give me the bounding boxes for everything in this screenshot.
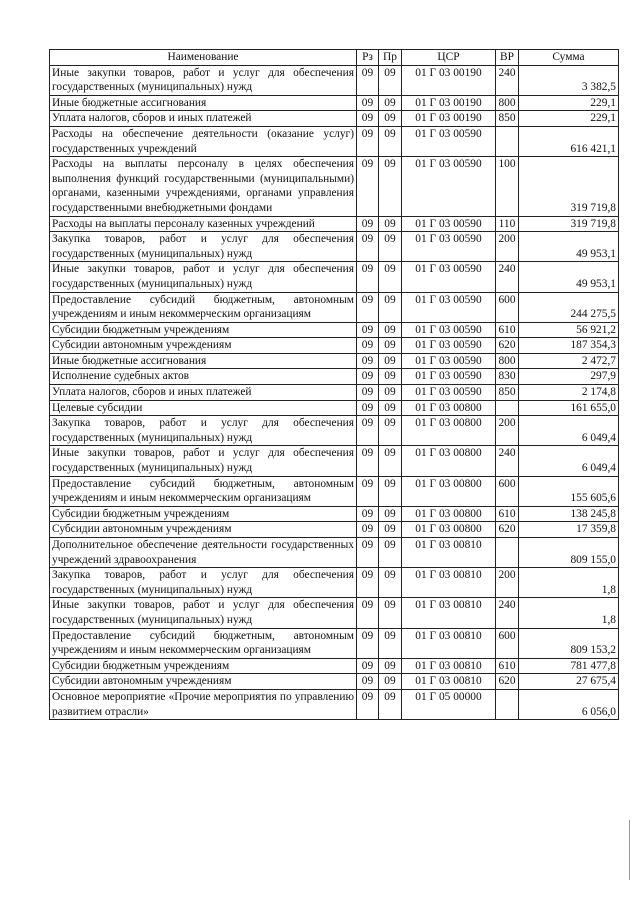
row-sum: 56 921,2 [519, 322, 619, 338]
header-name: Наименование [50, 50, 357, 66]
row-pr: 09 [379, 522, 402, 538]
table-row [50, 111, 619, 127]
header-rz: Рз [357, 50, 379, 66]
row-vr: 600 [496, 628, 519, 658]
row-csr: 01 Г 03 00810 [402, 674, 496, 690]
row-sum: 319 719,8 [519, 157, 619, 216]
row-rz: 09 [357, 628, 379, 658]
row-vr: 240 [496, 262, 519, 292]
row-vr: 110 [496, 216, 519, 232]
row-csr: 01 Г 03 00190 [402, 95, 496, 111]
row-vr: 200 [496, 568, 519, 598]
row-csr: 01 Г 03 00590 [402, 353, 496, 369]
row-sum: 6 049,4 [519, 416, 619, 446]
row-pr: 09 [379, 338, 402, 354]
row-rz: 09 [357, 658, 379, 674]
table-row [50, 322, 619, 338]
row-vr: 200 [496, 416, 519, 446]
row-vr: 620 [496, 674, 519, 690]
table-row [50, 369, 619, 385]
row-rz: 09 [357, 416, 379, 446]
row-rz: 09 [357, 232, 379, 262]
row-vr: 850 [496, 385, 519, 401]
row-rz: 09 [357, 522, 379, 538]
row-pr: 09 [379, 538, 402, 568]
row-name: Предоставление субсидий бюджетным, автономным учреждениям и иным некоммерческим организациям [50, 628, 357, 658]
row-csr: 01 Г 03 00590 [402, 262, 496, 292]
margin-mark [629, 820, 630, 880]
row-sum: 3 382,5 [519, 65, 619, 95]
row-csr: 01 Г 03 00590 [402, 338, 496, 354]
table-header-row [50, 50, 619, 66]
row-name: Иные закупки товаров, работ и услуг для обеспечения государственных (муниципальных) нужд [50, 65, 357, 95]
row-csr: 01 Г 03 00590 [402, 232, 496, 262]
row-name: Расходы на обеспечение деятельности (оказание услуг) государственных учреждений [50, 126, 357, 156]
row-vr: 100 [496, 157, 519, 216]
row-pr: 09 [379, 95, 402, 111]
row-rz: 09 [357, 506, 379, 522]
row-vr [496, 538, 519, 568]
row-csr: 01 Г 03 00190 [402, 111, 496, 127]
row-pr: 09 [379, 369, 402, 385]
row-rz: 09 [357, 353, 379, 369]
row-name: Субсидии автономным учреждениям [50, 338, 357, 354]
row-rz: 09 [357, 292, 379, 322]
table-row [50, 689, 619, 719]
row-rz: 09 [357, 65, 379, 95]
table-row [50, 568, 619, 598]
table-row [50, 674, 619, 690]
row-rz: 09 [357, 400, 379, 416]
row-vr [496, 126, 519, 156]
table-row [50, 416, 619, 446]
table-row [50, 292, 619, 322]
row-csr: 01 Г 03 00190 [402, 65, 496, 95]
row-pr: 09 [379, 628, 402, 658]
row-sum: 616 421,1 [519, 126, 619, 156]
row-name: Иные бюджетные ассигнования [50, 95, 357, 111]
row-vr: 240 [496, 65, 519, 95]
row-vr: 850 [496, 111, 519, 127]
row-sum: 1,8 [519, 568, 619, 598]
row-vr [496, 689, 519, 719]
row-vr: 830 [496, 369, 519, 385]
row-rz: 09 [357, 538, 379, 568]
row-sum: 155 605,6 [519, 476, 619, 506]
row-rz: 09 [357, 689, 379, 719]
row-vr [496, 400, 519, 416]
row-sum: 319 719,8 [519, 216, 619, 232]
row-name: Расходы на выплаты персоналу казенных учреждений [50, 216, 357, 232]
row-csr: 01 Г 03 00810 [402, 658, 496, 674]
table-row [50, 522, 619, 538]
row-name: Предоставление субсидий бюджетным, автономным учреждениям и иным некоммерческим организациям [50, 476, 357, 506]
row-csr: 01 Г 03 00590 [402, 385, 496, 401]
row-name: Субсидии бюджетным учреждениям [50, 322, 357, 338]
row-pr: 09 [379, 385, 402, 401]
row-csr: 01 Г 03 00810 [402, 568, 496, 598]
table-row [50, 95, 619, 111]
row-pr: 09 [379, 476, 402, 506]
row-rz: 09 [357, 216, 379, 232]
row-sum: 49 953,1 [519, 262, 619, 292]
row-rz: 09 [357, 385, 379, 401]
row-csr: 01 Г 03 00590 [402, 322, 496, 338]
row-csr: 01 Г 03 00800 [402, 446, 496, 476]
row-pr: 09 [379, 416, 402, 446]
row-rz: 09 [357, 157, 379, 216]
row-sum: 1,8 [519, 598, 619, 628]
row-rz: 09 [357, 322, 379, 338]
row-rz: 09 [357, 369, 379, 385]
row-rz: 09 [357, 262, 379, 292]
table-row [50, 538, 619, 568]
row-rz: 09 [357, 111, 379, 127]
row-name: Субсидии автономным учреждениям [50, 522, 357, 538]
table-row [50, 506, 619, 522]
row-sum: 809 155,0 [519, 538, 619, 568]
row-csr: 01 Г 03 00590 [402, 216, 496, 232]
row-pr: 09 [379, 689, 402, 719]
row-pr: 09 [379, 262, 402, 292]
table-row [50, 658, 619, 674]
row-vr: 620 [496, 338, 519, 354]
row-rz: 09 [357, 598, 379, 628]
row-vr: 200 [496, 232, 519, 262]
row-csr: 01 Г 03 00810 [402, 628, 496, 658]
table-row [50, 65, 619, 95]
row-vr: 610 [496, 658, 519, 674]
row-name: Предоставление субсидий бюджетным, автономным учреждениям и иным некоммерческим организациям [50, 292, 357, 322]
table-row [50, 216, 619, 232]
table-row [50, 400, 619, 416]
row-csr: 01 Г 03 00590 [402, 157, 496, 216]
row-pr: 09 [379, 353, 402, 369]
row-csr: 01 Г 03 00590 [402, 126, 496, 156]
row-rz: 09 [357, 95, 379, 111]
row-sum: 6 056,0 [519, 689, 619, 719]
table-row [50, 446, 619, 476]
row-csr: 01 Г 03 00590 [402, 369, 496, 385]
row-name: Уплата налогов, сборов и иных платежей [50, 385, 357, 401]
row-pr: 09 [379, 126, 402, 156]
row-pr: 09 [379, 292, 402, 322]
row-name: Иные закупки товаров, работ и услуг для обеспечения государственных (муниципальных) нужд [50, 262, 357, 292]
row-rz: 09 [357, 126, 379, 156]
row-pr: 09 [379, 157, 402, 216]
row-sum: 781 477,8 [519, 658, 619, 674]
row-name: Целевые субсидии [50, 400, 357, 416]
row-sum: 49 953,1 [519, 232, 619, 262]
row-sum: 161 655,0 [519, 400, 619, 416]
row-csr: 01 Г 03 00800 [402, 476, 496, 506]
table-row [50, 353, 619, 369]
row-pr: 09 [379, 506, 402, 522]
row-vr: 620 [496, 522, 519, 538]
row-name: Субсидии бюджетным учреждениям [50, 658, 357, 674]
table-row [50, 232, 619, 262]
table-row [50, 126, 619, 156]
row-rz: 09 [357, 476, 379, 506]
table-row [50, 262, 619, 292]
table-row [50, 385, 619, 401]
row-pr: 09 [379, 65, 402, 95]
row-sum: 229,1 [519, 95, 619, 111]
row-sum: 297,9 [519, 369, 619, 385]
header-csr: ЦСР [402, 50, 496, 66]
row-rz: 09 [357, 568, 379, 598]
row-csr: 01 Г 03 00810 [402, 538, 496, 568]
row-rz: 09 [357, 674, 379, 690]
row-pr: 09 [379, 598, 402, 628]
row-vr: 240 [496, 446, 519, 476]
row-name: Закупка товаров, работ и услуг для обеспечения государственных (муниципальных) нужд [50, 232, 357, 262]
table-body [50, 65, 619, 720]
table-row [50, 157, 619, 216]
row-name: Дополнительное обеспечение деятельности государственных учреждений здравоохранения [50, 538, 357, 568]
row-csr: 01 Г 03 00810 [402, 598, 496, 628]
row-sum: 27 675,4 [519, 674, 619, 690]
row-name: Иные бюджетные ассигнования [50, 353, 357, 369]
row-sum: 17 359,8 [519, 522, 619, 538]
row-csr: 01 Г 05 00000 [402, 689, 496, 719]
row-sum: 229,1 [519, 111, 619, 127]
row-vr: 600 [496, 476, 519, 506]
row-name: Расходы на выплаты персоналу в целях обеспечения выполнения функций государственными (муниципальными) органами, казенными учреждениями, органами управления государственными внебюджетными фондами [50, 157, 357, 216]
row-csr: 01 Г 03 00800 [402, 416, 496, 446]
row-pr: 09 [379, 111, 402, 127]
table-row [50, 338, 619, 354]
row-name: Иные закупки товаров, работ и услуг для обеспечения государственных (муниципальных) нужд [50, 598, 357, 628]
row-name: Иные закупки товаров, работ и услуг для обеспечения государственных (муниципальных) нужд [50, 446, 357, 476]
row-name: Уплата налогов, сборов и иных платежей [50, 111, 357, 127]
row-vr: 610 [496, 506, 519, 522]
row-name: Субсидии бюджетным учреждениям [50, 506, 357, 522]
row-sum: 138 245,8 [519, 506, 619, 522]
row-name: Исполнение судебных актов [50, 369, 357, 385]
row-sum: 187 354,3 [519, 338, 619, 354]
row-pr: 09 [379, 216, 402, 232]
table-row [50, 598, 619, 628]
header-pr: Пр [379, 50, 402, 66]
row-vr: 800 [496, 353, 519, 369]
row-csr: 01 Г 03 00800 [402, 522, 496, 538]
row-name: Основное мероприятие «Прочие мероприятия по управлению развитием отрасли» [50, 689, 357, 719]
row-sum: 809 153,2 [519, 628, 619, 658]
table-row [50, 476, 619, 506]
row-rz: 09 [357, 446, 379, 476]
header-sum: Сумма [519, 50, 619, 66]
row-csr: 01 Г 03 00800 [402, 400, 496, 416]
row-sum: 244 275,5 [519, 292, 619, 322]
row-vr: 800 [496, 95, 519, 111]
row-sum: 2 174,8 [519, 385, 619, 401]
row-pr: 09 [379, 446, 402, 476]
header-vr: ВР [496, 50, 519, 66]
row-name: Закупка товаров, работ и услуг для обеспечения государственных (муниципальных) нужд [50, 568, 357, 598]
row-pr: 09 [379, 322, 402, 338]
row-pr: 09 [379, 658, 402, 674]
row-rz: 09 [357, 338, 379, 354]
row-vr: 240 [496, 598, 519, 628]
row-name: Субсидии автономным учреждениям [50, 674, 357, 690]
row-vr: 600 [496, 292, 519, 322]
budget-table [49, 49, 619, 720]
row-pr: 09 [379, 232, 402, 262]
row-csr: 01 Г 03 00800 [402, 506, 496, 522]
row-sum: 6 049,4 [519, 446, 619, 476]
row-vr: 610 [496, 322, 519, 338]
row-sum: 2 472,7 [519, 353, 619, 369]
row-pr: 09 [379, 568, 402, 598]
row-csr: 01 Г 03 00590 [402, 292, 496, 322]
row-pr: 09 [379, 674, 402, 690]
table-row [50, 628, 619, 658]
row-name: Закупка товаров, работ и услуг для обеспечения государственных (муниципальных) нужд [50, 416, 357, 446]
row-pr: 09 [379, 400, 402, 416]
